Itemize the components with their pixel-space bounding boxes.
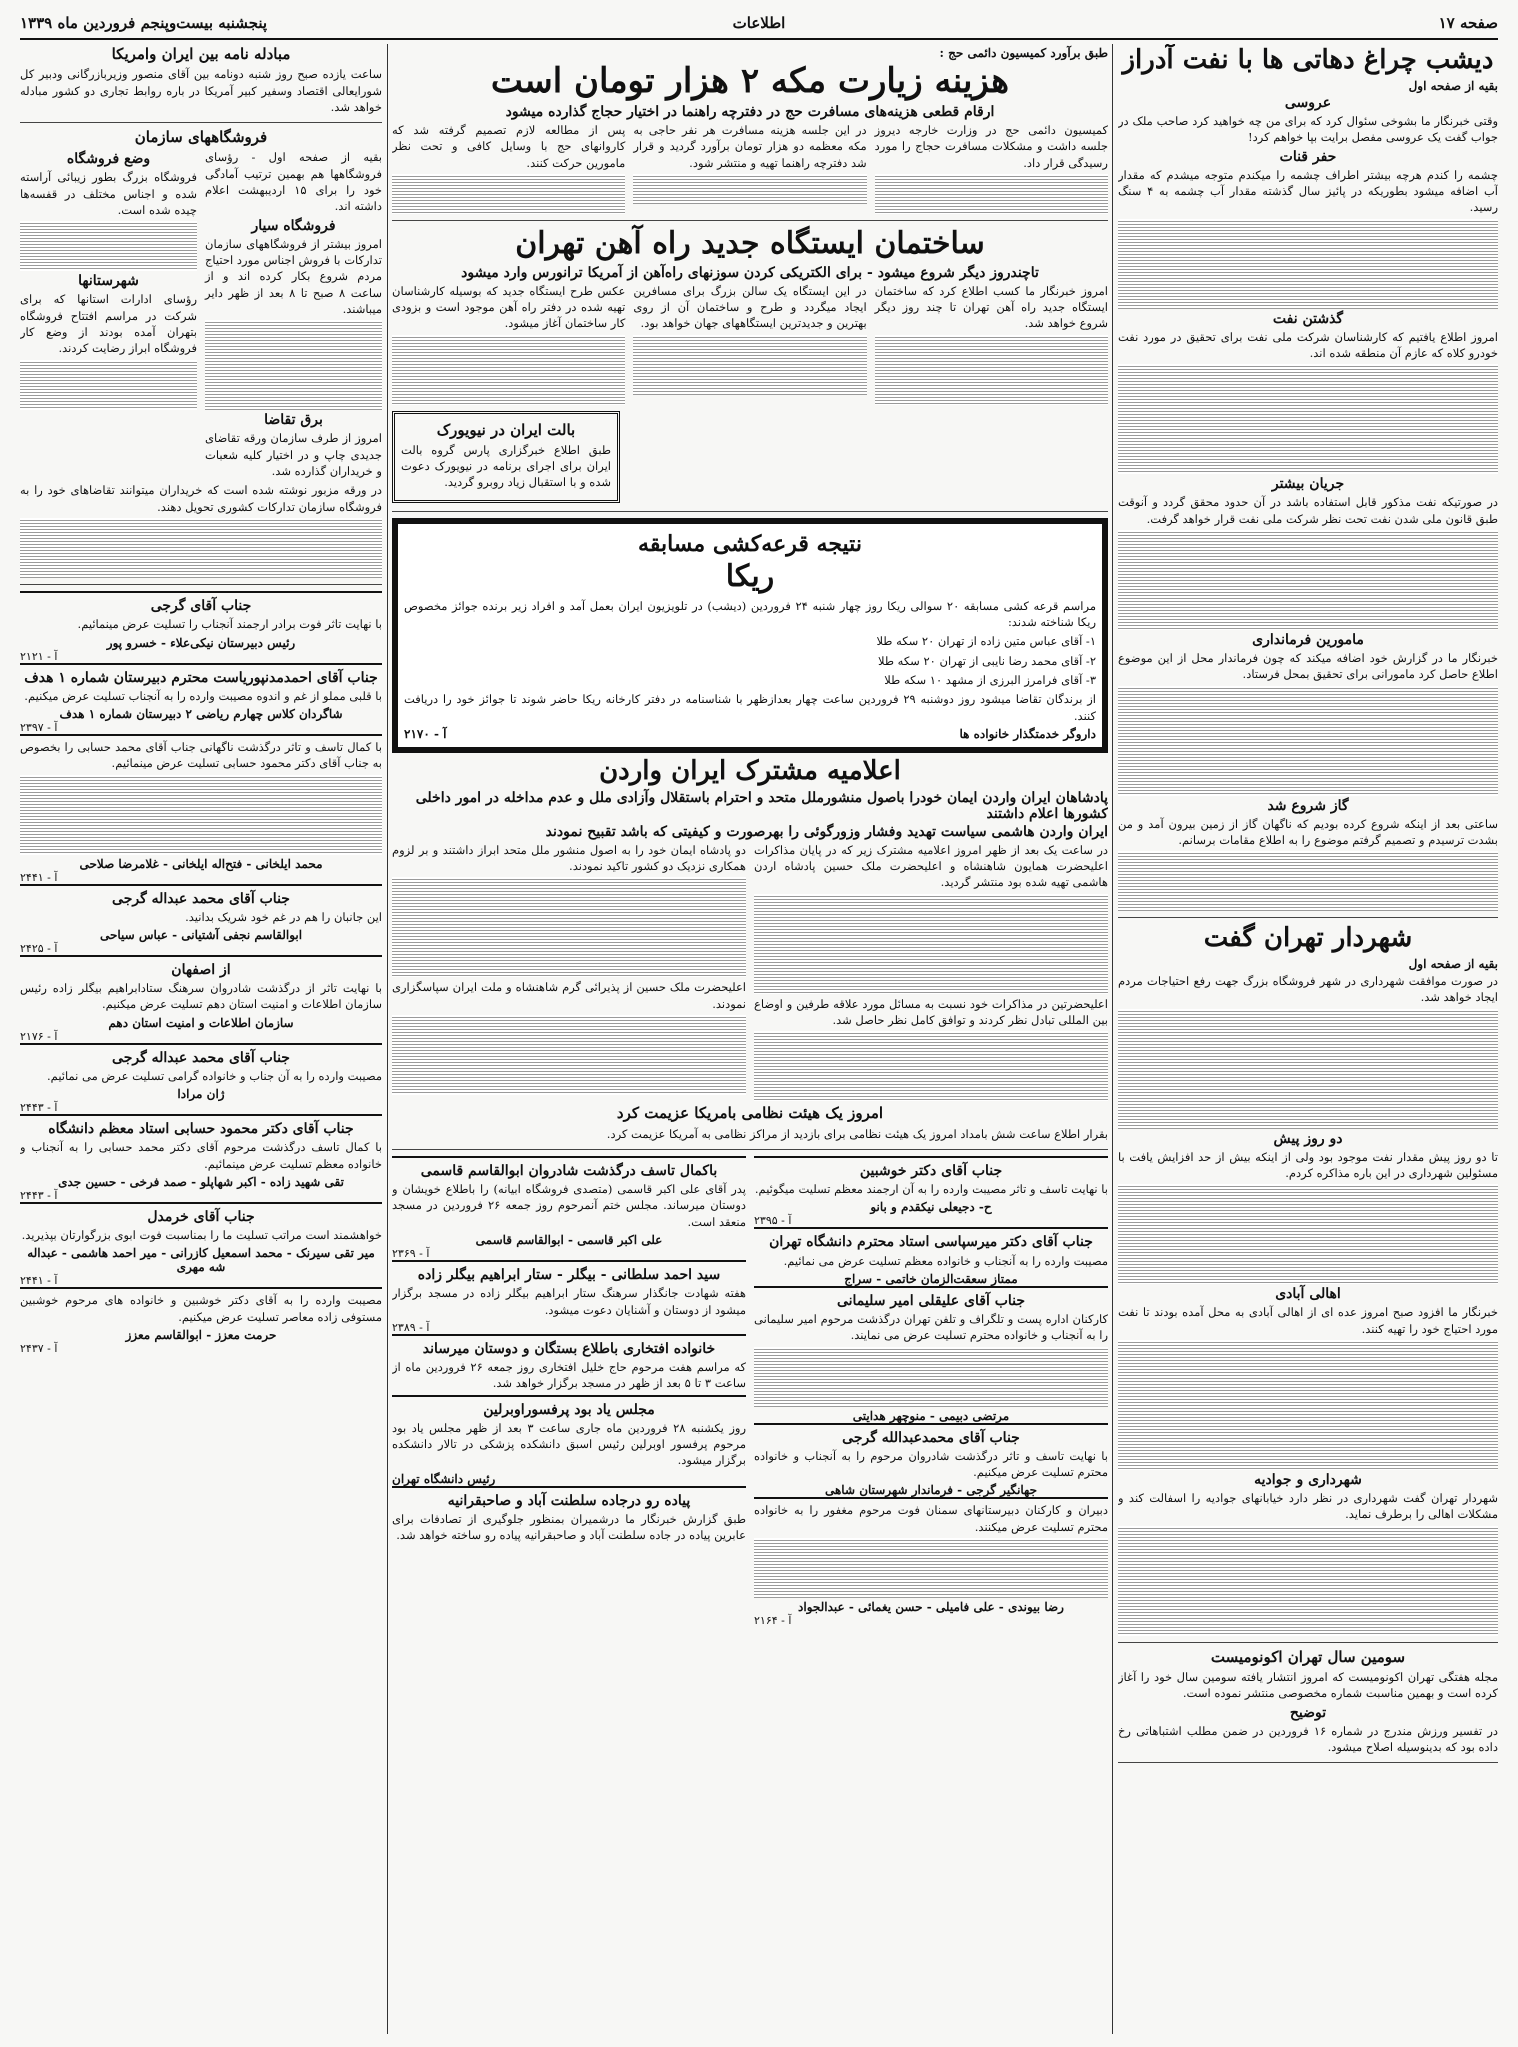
paragraph: رؤسای ادارات استانها که برای شرکت در مراسم افتتاح فروشگاه بتهران آمده بودند از وضع کار فروشگاه ابراز رضایت کردند. xyxy=(20,292,197,356)
winner-line: ۳- آقای فرامرز البرزی از مشهد ۱۰ سکه طلا xyxy=(884,672,1096,687)
notice-text: هفته شهادت جانگذار سرهنگ ستار ابراهیم بیگلر زاده در مسجد برگزار میشود از دوستان و آشنایان دعوت میشود. xyxy=(392,1286,746,1317)
article-village-oil xyxy=(1118,46,1498,918)
notice-text: با نهایت تاسف و تاثر مصیبت وارده را به آن ارجمند معظم تسلیت میگوئیم. xyxy=(754,1182,1108,1197)
bullet-line: پادشاهان ایران واردن ایمان خودرا باصول منشورملل متحد و احترام باستقلال وآزادی ملل و عدم مداخله در امور داخلی کشورها اعلام داشتند xyxy=(415,789,1108,822)
notice-text: با نهایت تاثر از درگذشت شادروان سرهنگ ستادابراهیم بیگلر زاده رئیس سازمان اطلاعات و امنیت استان دهم تسلیت عرض میکنیم. xyxy=(20,981,382,1012)
paragraph: پس از مطالعه لازم تصمیم گرفته شد که کاروانهای حج با وسایل کافی و تحت نظر مامورین حرکت کنند. xyxy=(392,123,626,170)
notice-title: سید احمد سلطانی - بیگلر - ستار ابراهیم بیگلر زاده xyxy=(417,1267,721,1284)
article-columns xyxy=(20,149,382,482)
text-block xyxy=(392,174,625,214)
kicker: طبق برآورد کمیسیون دائمی حج : xyxy=(939,46,1108,60)
headline: امروز یک هیئت نظامی بامریکا عزیمت کرد xyxy=(616,1104,884,1123)
subheading: فروشگاه سیار xyxy=(251,217,336,234)
notice-text: با نهایت تاسف و تاثر درگذشت شادروان مرحوم را به آنجناب و خانواده محترم تسلیت عرض میکنیم. xyxy=(754,1448,1108,1480)
condolence-notice xyxy=(20,1202,382,1287)
continuation-note: بقیه از صفحه اول xyxy=(1408,78,1498,93)
condolence-section xyxy=(392,1156,1108,1627)
paragraph: مراسم قرعه کشی مسابقه ۲۰ سوالی ریکا روز چهار شنبه ۲۴ فروردین (دیشب) در تلویزیون ایران بعمل آمد و افراد زیر برنده جوائز مخصوص ریکا شناخته شدند: xyxy=(404,598,1096,629)
paragraph: در این ایستگاه یک سالن بزرگ برای مسافرین ایجاد میگردد و طرح و ساختمان آن از روی بهترین و جدیدترین ایستگاههای جهان خواهد بود. xyxy=(633,283,867,331)
notice-title: جناب آقای خرمدل xyxy=(147,1208,255,1225)
masthead xyxy=(20,12,1498,40)
condolence-notice xyxy=(20,1114,382,1202)
article-tehran-mayor xyxy=(1118,924,1498,1643)
winner-line: ۲- آقای محمد رضا نایبی از تهران ۲۰ سکه طلا xyxy=(878,653,1096,668)
column-middle xyxy=(392,44,1108,2034)
paragraph: در صورتیکه نفت مذکور قابل استفاده باشد در آن حدود محقق گردد و آنوقت طبق قانون ملی شدن نفت تحت نظر شرکت ملی نفت قرار خواهد گرفت. xyxy=(1118,495,1498,526)
column-divider xyxy=(1112,44,1113,2034)
issue-date: پنجشنبه بیست‌وپنجم فروردین ماه ۱۳۳۹ xyxy=(20,14,268,32)
condolence-notice xyxy=(754,1227,1108,1285)
column-divider xyxy=(387,44,388,2034)
article-organization-stores xyxy=(20,129,382,585)
paragraph: در صورت موافقت شهرداری در شهر فروشگاه بزرگ جهت رفع احتیاجات مردم ایجاد خواهد شد. xyxy=(1118,974,1498,1005)
paragraph: امروز خبرنگار ما کسب اطلاع کرد که ساختمان ایستگاه جدید راه آهن تهران تا چند روز دیگر شروع خواهد شد. xyxy=(874,283,1108,331)
paragraph: وقتی خبرنگار ما بشوخی سئوال کرد که برای من چه خواهید کرد صاحب ملک در جواب گفت یک عروسی مفصل برایت بپا خواهم کرد! xyxy=(1118,113,1498,145)
notice-names: میر تقی سیرنک - محمد اسمعیل کازرانی - میر احمد هاشمی - عبداله شه مهری xyxy=(27,1246,375,1275)
paragraph: فروشگاه بزرگ بطور زیبائی آراسته شده و اجناس مختلف در قفسه‌ها چیده شده است. xyxy=(20,170,197,218)
notice-names: شاگردان کلاس چهارم ریاضی ۲ دبیرستان شماره ۱ هدف xyxy=(59,706,343,721)
paragraph: دو پادشاه ایمان خود را به اصول منشور ملل متحد ابراز داشتند و بر لزوم همکاری نزدیک دو کشور تاکید نمودند. xyxy=(392,842,746,874)
article-iran-jordan xyxy=(392,757,1108,1150)
text-block xyxy=(1118,686,1498,796)
notice-title: جناب آقای علیقلی امیر سلیمانی xyxy=(836,1292,1026,1309)
notice-title: جناب آقای گرجی xyxy=(150,598,252,615)
condolence-notice xyxy=(20,1287,382,1355)
article-columns xyxy=(392,842,1108,1104)
text-block xyxy=(392,1015,746,1095)
ad-code: آ - ۲۳۸۹ xyxy=(392,1320,430,1334)
condolence-notice xyxy=(20,663,382,734)
subheading: شهرداری و جوادیه xyxy=(1254,1472,1362,1489)
condolence-column-left xyxy=(754,1156,1108,1627)
paragraph: امروز بیشتر از فروشگاههای سازمان تدارکات با فروش اجناس مورد احتیاج مردم شروع بکار کرده اند و از ساعت ۸ صبح تا ۸ بعد از ظهر دایر میباشند. xyxy=(205,236,382,317)
column-left xyxy=(20,44,382,2034)
notice-text: روز یکشنبه ۲۸ فروردین ماه جاری ساعت ۳ بعد از ظهر مجلس یاد بود مرحوم پرفسور اوبرلین رئیس اسبق دانشکده پزشکی در تالار دانشکده برگزار میشود. xyxy=(392,1420,747,1468)
subheading: برق تقاضا xyxy=(264,412,323,429)
notice-title: جناب آقای دکتر محمود حسابی استاد معظم دانشگاه xyxy=(48,1121,354,1138)
text-block xyxy=(1118,1340,1498,1470)
paragraph: امروز از طرف سازمان ورقه تقاضای جدیدی چاپ و در اختیار کلیه شعبات و خریداران گذارده شد. xyxy=(205,431,382,479)
paragraph: اعلیحضرت ملک حسین از پذیرائی گرم شاهنشاه و ملت ایران سپاسگزاری نمودند. xyxy=(392,980,746,1011)
subheading: دو روز پیش xyxy=(1273,1130,1343,1147)
paragraph: در ورقه مزبور نوشته شده است که خریداران میتوانند تقاضاهای خود را به فروشگاه سازمان تدارکات کشوری تحویل دهند. xyxy=(20,483,382,514)
paragraph: اعلیحضرتین در مذاکرات خود نسبت به مسائل مورد علاقه طرفین و اوضاع بین المللی تبادل نظر کردند و توافق کامل نظر حاصل شد. xyxy=(754,996,1108,1028)
ad-code: آ - ۲۱۶۴ xyxy=(754,1614,792,1627)
paragraph: در تفسیر ورزش مندرج در شماره ۱۶ فروردین در ضمن مطلب اشتباهاتی رخ داده بود که بدینوسیله اصلاح میشود. xyxy=(1118,1723,1498,1754)
subheading: جریان بیشتر xyxy=(1271,476,1345,493)
notice-text: با کمال تاسف و تاثر درگذشت ناگهانی جناب آقای محمد حسابی را بخصوص به جناب آقای دکتر محمود حسابی تسلیت عرض مینمائیم. xyxy=(20,739,382,771)
subheadline: تاچندروز دیگر شروع میشود - برای الکتریکی کردن سوزنهای راه‌آهن از آمریکا ترانورس وارد میشود xyxy=(461,264,1039,281)
paragraph: خبرنگار ما افزود صبح امروز عده ای از اهالی آبادی به محل آمده بودند تا نفت مورد احتیاج خود را تهیه کنند. xyxy=(1118,1305,1498,1336)
text-block xyxy=(1118,1526,1498,1636)
column-right xyxy=(1118,44,1498,2034)
condolence-notice xyxy=(20,734,382,884)
headline: اعلامیه مشترک ایران واردن xyxy=(599,755,901,786)
notice-text: دبیران و کارکنان دبیرستانهای سمنان فوت مرحوم مغفور را به خانواده محترم تسلیت عرض میکنند. xyxy=(754,1503,1108,1534)
signature-row xyxy=(404,727,1096,741)
condolence-notice xyxy=(754,1156,1108,1227)
headline: مبادله نامه بین ایران وامریکا xyxy=(111,45,291,63)
notice-names: رضا بیوندی - علی فامیلی - حسن یغمائی - عبدالجواد xyxy=(798,1600,1064,1614)
text-block xyxy=(1118,1009,1498,1129)
notice-title: جناب آقای محمدعبدالله گرجی xyxy=(842,1429,1020,1446)
notice-title: از اصفهان xyxy=(171,962,231,978)
ad-code: آ - ۲۳۹۷ xyxy=(20,720,58,734)
notice-title: پیاده رو درجاده سلطنت آباد و صاحبقرانیه xyxy=(447,1492,691,1509)
memorial-notice xyxy=(392,1395,746,1486)
article-railway-station xyxy=(392,227,1108,512)
paragraph: عکس طرح ایستگاه جدید که بوسیله کارشناسان تهیه شده در دفتر راه آهن موجود است و بزودی کار ساختمان آغاز میشود. xyxy=(392,283,626,331)
ad-code: آ - ۲۴۴۱ xyxy=(20,1274,58,1288)
condolence-notice xyxy=(754,1286,1108,1423)
notice-names: ژان مرادا xyxy=(177,1087,225,1102)
notice-names: ح- دجیعلی نیکقدم و بانو xyxy=(870,1200,992,1215)
article-iran-us-letters xyxy=(20,46,382,123)
text-block xyxy=(1118,530,1498,630)
paragraph: از برندگان تقاضا میشود روز دوشنبه ۲۹ فروردین ساعت چهار بعدازظهر با شناسنامه در دفتر کارخانه ریکا حاضر شوند تا جوائز خود را دریافت کنند. xyxy=(404,692,1096,723)
notice-title: جناب آقای محمد عبداله گرجی xyxy=(112,890,290,907)
notice-names: محمد ایلخانی - فتح‌اله ایلخانی - غلامرضا صلاحی xyxy=(79,856,323,871)
text-block xyxy=(205,320,382,410)
notice-text: مصیبت وارده را به آن جناب و خانواده گرامی تسلیت عرض می نمائیم. xyxy=(47,1068,382,1083)
notice-names: ابوالقاسم نجفی آشتیانی - عباس سیاحی xyxy=(99,928,303,942)
ad-code: آ - ۲۳۹۵ xyxy=(754,1214,792,1228)
ballet-box xyxy=(392,411,620,503)
subheading: عروسی xyxy=(1284,94,1332,111)
news-brief xyxy=(392,1486,746,1544)
paragraph: در این جلسه هزینه مسافرت هر نفر حاجی به مکه معظمه دو هزار تومان برآورد گردید و قرار شد دفترچه راهنما تهیه و منتشر شود. xyxy=(633,123,867,170)
headline: هزینه زیارت مکه ۲ هزار تومان است xyxy=(490,61,1010,101)
condolence-notice xyxy=(754,1423,1108,1498)
text-block xyxy=(754,1538,1108,1598)
headline: دیشب چراغ دهاتی ها با نفت آدراز xyxy=(1122,45,1494,75)
text-block xyxy=(20,221,197,271)
subheading: گذشتن نفت xyxy=(1272,310,1344,327)
text-block xyxy=(1118,851,1498,911)
text-block xyxy=(754,1347,1108,1407)
text-block xyxy=(392,335,625,405)
headline: ساختمان ایستگاه جدید راه آهن تهران xyxy=(515,226,985,262)
notice-text: پدر آقای علی اکبر قاسمی (متصدی فروشگاه ابیانه) را باطلاع خویشان و دوستان میرساند. مجلس ختم آنمرحوم روز جمعه ۲۶ فروردین در مسجد منعقد است. xyxy=(392,1182,746,1229)
text-block xyxy=(20,775,382,855)
headline: سومین سال تهران اکونومیست xyxy=(1210,1647,1406,1666)
notice-text: با کمال تاسف درگذشت مرحوم آقای دکتر محمد حسابی را به آنجناب و خانواده معظم تسلیت عرض مینمائیم. xyxy=(20,1140,382,1171)
paragraph: شهردار تهران گفت شهرداری در نظر دارد خیابانهای جوادیه را اسفالت کند و مشکلات اهالی را برطرف نماید. xyxy=(1118,1491,1498,1522)
condolence-notice xyxy=(392,1156,746,1260)
notice-text: این جانبان را هم در غم خود شریک بدانید. xyxy=(185,909,382,924)
subheading: اهالی آبادی xyxy=(1275,1286,1341,1303)
notice-text: با نهایت تاثر فوت برادر ارجمند آنجناب را تسلیت عرض مینمائیم. xyxy=(77,617,382,632)
article-tehran-economist xyxy=(1118,1649,1498,1764)
condolence-notice xyxy=(20,955,382,1043)
notice-title: جناب آقای دکتر خوشبین xyxy=(859,1163,1003,1179)
text-block xyxy=(633,335,866,395)
notice-names: مرتضی دبیمی - منوچهر هدایتی xyxy=(852,1408,1010,1423)
paragraph: بقیه از صفحه اول - رؤسای فروشگاهها هم بهمین ترتیب آمادگی خود را برای ۱۵ اردیبهشت اعلام داشته اند. xyxy=(205,150,382,214)
text-block xyxy=(754,894,1108,994)
text-block xyxy=(20,360,197,410)
notice-names: سازمان اطلاعات و امنیت استان دهم xyxy=(108,1015,294,1030)
notice-text: مصیبت وارده را به آقای دکتر خوشبین و خانواده های مرحوم خوشبین مستوفی زاده معاصر تسلیت عرض میکنیم. xyxy=(20,1293,382,1324)
notice-text: با قلبی مملو از غم و اندوه مصیبت وارده را به آنجناب تسلیت عرض میکنیم. xyxy=(24,688,382,703)
subheading: گاز شروع شد xyxy=(1267,797,1349,814)
paragraph: ساعتی بعد از اینکه شروع کرده بودیم که ناگهان گاز از زمین بیرون آمد و من بشدت ترسیدم و تصمیم گرفتم موضوع را به اطلاع مقامات برسانم. xyxy=(1118,816,1498,847)
continuation-note: بقیه از صفحه اول xyxy=(1408,957,1498,972)
notice-text: خواهشمند است مراتب تسلیت ما را بمناسبت فوت ابوی بزرگوارتان بپذیرید. xyxy=(21,1228,382,1243)
paragraph: خبرنگار ما در گزارش خود اضافه میکند که چون فرماندار محل از این موضوع اطلاع حاصل کرد مامورانی برای تحقیق بمحل فرستاد. xyxy=(1118,650,1498,682)
notice-title: جناب آقای محمد عبداله گرجی xyxy=(112,1049,290,1066)
notice-names: رئیس دبیرستان نیکی‌علاء - خسرو پور xyxy=(106,635,296,650)
newspaper-name: اطلاعات xyxy=(732,14,786,32)
text-block xyxy=(1118,1184,1498,1284)
notice-text: که مراسم هفت مرحوم حاج خلیل افتخاری روز جمعه ۲۶ فروردین ماه از ساعت ۳ تا ۵ بعد از ظهر در مسجد برگزار خواهد شد. xyxy=(392,1359,746,1391)
notice-names: تقی شهید زاده - اکبر شهاپلو - صمد فرخی - حسین جدی xyxy=(58,1174,344,1189)
notice-names: حرمت معزز - ابوالقاسم معزز xyxy=(125,1328,277,1342)
ad-code: آ - ۲۴۲۵ xyxy=(20,942,58,955)
subheading: مامورین فرمانداری xyxy=(1252,631,1364,648)
notice-title: مجلس یاد بود پرفسوراوبرلین xyxy=(483,1401,655,1418)
condolence-notice xyxy=(20,591,382,662)
headline: شهردار تهران گفت xyxy=(1203,923,1413,954)
paragraph: تا دو روز پیش مقدار نفت موجود بود ولی از اینکه بیش از حد افزایش یافت با مسئولین شهرداری در این باره مذاکره کردم. xyxy=(1118,1149,1498,1181)
notice-text: مصیبت وارده را به آنجناب و خانواده معظم تسلیت عرض می نمائیم. xyxy=(783,1253,1108,1268)
ad-code: آ - ۲۱۷۶ xyxy=(20,1029,58,1043)
condolence-notice xyxy=(392,1260,746,1334)
paragraph: بقرار اطلاع ساعت شش بامداد امروز یک هیئت نظامی برای بازدید از مراکز نظامی به آمریکا عزیمت کرد. xyxy=(606,1126,1108,1141)
page-number: صفحه ۱۷ xyxy=(1438,14,1498,32)
paragraph: در ساعت یک بعد از ظهر امروز اعلامیه مشترک زیر که در پایان مذاکرات اعلیحضرت همایون شاهنشاه و اعلیحضرت ملک حسین پادشاه اردن هاشمی تهیه شده بود منتشر گردید. xyxy=(754,842,1108,890)
paragraph: کمیسیون دائمی حج در وزارت خارجه دیروز جلسه داشت و مشکلات مسافرت حجاج را مورد رسیدگی قرار داد. xyxy=(874,123,1108,170)
subheading: توضیح xyxy=(1289,1704,1327,1721)
ad-code: آ - ۲۴۳۷ xyxy=(20,1342,58,1355)
brand-name: ریکا xyxy=(725,559,775,595)
headline: فروشگاههای سازمان xyxy=(134,128,268,147)
condolence-notice xyxy=(20,884,382,955)
paragraph: ساعت یازده صبح روز شنبه دونامه بین آقای منصور وزیربازرگانی ودبیر کل شورایعالی اقتصاد وسفیر کبیر آمریکا در باره روابط تجاری دو کشور مبادله خواهد شد. xyxy=(20,67,382,114)
subheading: شهرستانها xyxy=(78,273,139,290)
notice-text: کارکنان اداره پست و تلگراف و تلفن تهران درگذشت مرحوم امیر سلیمانی را به آنجناب و خانواده محترم تسلیت عرض می نمایند. xyxy=(754,1311,1108,1343)
notice-names: علی اکبر قاسمی - ابوالقاسم قاسمی xyxy=(475,1233,663,1248)
notice-title: جناب آقای احمدمدنپوریاست محترم دبیرستان شماره ۱ هدف xyxy=(24,669,378,686)
notice-title: جناب آقای دکتر میرسپاسی استاد محترم دانشگاه تهران xyxy=(769,1234,1093,1251)
text-block xyxy=(754,1031,1108,1101)
text-block xyxy=(392,877,746,977)
text-block xyxy=(20,518,382,578)
ad-code: آ - ۲۱۷۰ xyxy=(404,726,447,741)
winner-line: ۱- آقای عباس متین زاده از تهران ۲۰ سکه طلا xyxy=(876,634,1096,649)
condolence-column-right xyxy=(392,1156,746,1627)
text-block xyxy=(875,174,1108,214)
condolence-notice xyxy=(754,1497,1108,1627)
bullet-line: ایران واردن هاشمی سیاست تهدید وفشار وزورگوئی را بهرصورت و کیفیتی که باشد تقبیح نمودند xyxy=(545,823,1108,840)
lottery-result-box xyxy=(392,518,1108,753)
text-block xyxy=(1118,219,1498,309)
notice-names: جهانگیر گرجی - فرماندار شهرستان شاهی xyxy=(824,1483,1038,1498)
ad-code: آ - ۲۳۶۹ xyxy=(392,1247,430,1261)
paragraph: طبق اطلاع خبرگزاری پارس گروه بالت ایران برای اجرای برنامه در نیویورک دعوت شده و با استقبال زیاد روبرو گردید. xyxy=(401,442,611,490)
notice-title: باکمال تاسف درگذشت شادروان ابوالقاسم قاسمی xyxy=(420,1163,718,1179)
notice-signature: رئیس دانشگاه تهران xyxy=(392,1471,496,1486)
paragraph: امروز اطلاع یافتیم که کارشناسان شرکت ملی نفت برای تحقیق در مورد نفت خودرو کلاه که عازم آن منطقه شده اند. xyxy=(1118,329,1498,360)
ad-code: آ - ۲۴۴۳ xyxy=(20,1101,58,1115)
text-block xyxy=(633,174,866,204)
text-block xyxy=(1118,364,1498,474)
notice-title: خانواده افتخاری باطلاع بستگان و دوستان میرساند xyxy=(422,1340,716,1357)
ad-code: آ - ۲۱۲۱ xyxy=(20,649,58,663)
notice-names: ممتاز سعقت‌الزمان خاتمی - سراج xyxy=(844,1271,1018,1286)
signature: داروگر خدمتگذار خانواده ها xyxy=(959,726,1096,741)
article-columns xyxy=(392,122,1108,216)
article-hajj-cost xyxy=(392,46,1108,221)
notice-text: طبق گزارش خبرنگار ما درشمیران بمنظور جلوگیری از تصادفات برای عابرین پیاده در جاده سلطنت آباد و صاحبقرانیه پیاده رو ساخته خواهد شد. xyxy=(392,1511,746,1543)
article-columns xyxy=(392,283,1108,407)
headline: بالت ایران در نیویورک xyxy=(436,420,576,439)
paragraph: چشمه را کندم هرچه بیشتر اطراف چشمه را میکندم متوجه میشدم که مقدار آب اضافه میشود بطوریکه در پائیز سال گذشته مقدار آب چشمه به ۴ سنگ رسید. xyxy=(1118,167,1498,215)
condolence-notice xyxy=(392,1334,746,1392)
subheading: وضع فروشگاه xyxy=(66,151,151,168)
paragraph: مجله هفتگی تهران اکونومیست که امروز انتشار یافته سومین سال خود را آغاز کرده است و بهمین مناسبت شماره مخصوصی منتشر نموده است. xyxy=(1118,1669,1498,1701)
ad-code: آ - ۲۴۴۳ xyxy=(20,1188,58,1202)
subheadline: ارقام قطعی هزینه‌های مسافرت حج در دفترچه راهنما در اختیار حجاج گذارده میشود xyxy=(505,104,995,121)
subheading: حفر قنات xyxy=(1279,148,1337,165)
ad-code: آ - ۲۴۴۱ xyxy=(20,870,58,884)
headline: نتیجه قرعه‌کشی مسابقه xyxy=(638,530,862,557)
text-block xyxy=(875,335,1108,405)
condolence-notice xyxy=(20,1043,382,1114)
